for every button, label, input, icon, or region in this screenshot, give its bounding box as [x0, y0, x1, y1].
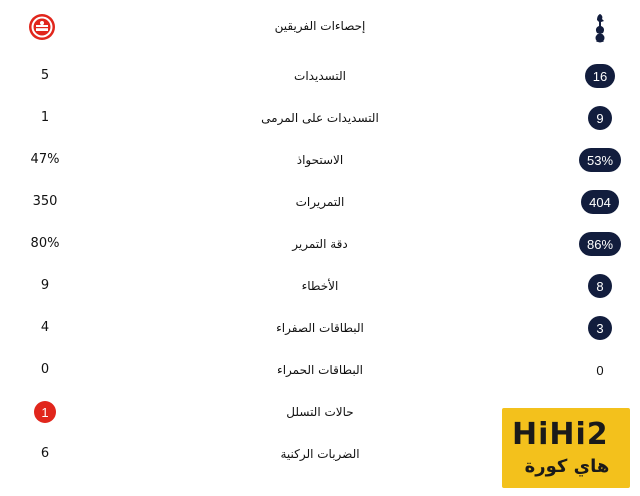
stat-row-shots — [0, 55, 640, 97]
stat-right-value: 0 — [596, 362, 604, 378]
stat-left-value: 47% — [30, 152, 60, 167]
stat-label: الضربات الركنية — [280, 447, 360, 461]
stat-right-cell — [570, 223, 630, 265]
stat-right-cell — [570, 139, 630, 181]
stats-title: إحصاءات الفريقين — [274, 19, 366, 33]
watermark-brand: HiHi2 — [512, 417, 609, 452]
stat-row-shots-on-target — [0, 97, 640, 139]
stat-right-cell — [570, 181, 630, 223]
stat-left-value: 6 — [40, 446, 50, 461]
stat-left-value: 0 — [40, 362, 50, 377]
stat-right-value: 86% — [579, 232, 621, 256]
stat-right-value: 404 — [581, 190, 619, 214]
stat-right-cell — [570, 349, 630, 391]
stat-row-fouls — [0, 265, 640, 307]
stat-label: البطاقات الحمراء — [277, 363, 363, 377]
stat-left-value: 80% — [30, 236, 60, 251]
tottenham-cockerel-icon — [590, 12, 610, 44]
stat-label: الأخطاء — [301, 279, 339, 293]
stat-left-value: 4 — [40, 320, 50, 335]
stat-row-possession — [0, 139, 640, 181]
hihi2-watermark — [502, 408, 630, 488]
stat-label: الاستحواذ — [296, 153, 344, 167]
stat-left-value: 1 — [34, 401, 56, 423]
stat-left-value: 350 — [32, 194, 58, 209]
stat-right-value: 53% — [579, 148, 621, 172]
stat-row-passes — [0, 181, 640, 223]
stat-label: التسديدات على المرمى — [261, 111, 379, 125]
stat-label: التسديدات — [294, 69, 346, 83]
stat-right-value: 16 — [585, 64, 615, 88]
stat-left-value: 1 — [40, 110, 50, 125]
stat-label: البطاقات الصفراء — [276, 321, 364, 335]
stats-header — [0, 0, 640, 52]
stat-label: التمريرات — [295, 195, 345, 209]
stat-right-cell — [570, 55, 630, 97]
stat-right-cell — [570, 97, 630, 139]
stat-row-yellow-cards — [0, 307, 640, 349]
stat-right-cell — [570, 265, 630, 307]
watermark-subtitle: هاي كورة — [524, 456, 610, 477]
stat-right-value: 9 — [588, 106, 612, 130]
stat-label: دقة التمرير — [292, 237, 348, 251]
stat-left-value: 9 — [40, 278, 50, 293]
stat-label: حالات التسلل — [286, 405, 354, 419]
stat-row-red-cards — [0, 349, 640, 391]
stat-row-pass-accuracy — [0, 223, 640, 265]
stat-right-value: 3 — [588, 316, 612, 340]
stat-left-value: 5 — [40, 68, 50, 83]
stat-right-cell — [570, 307, 630, 349]
stat-right-value: 8 — [588, 274, 612, 298]
